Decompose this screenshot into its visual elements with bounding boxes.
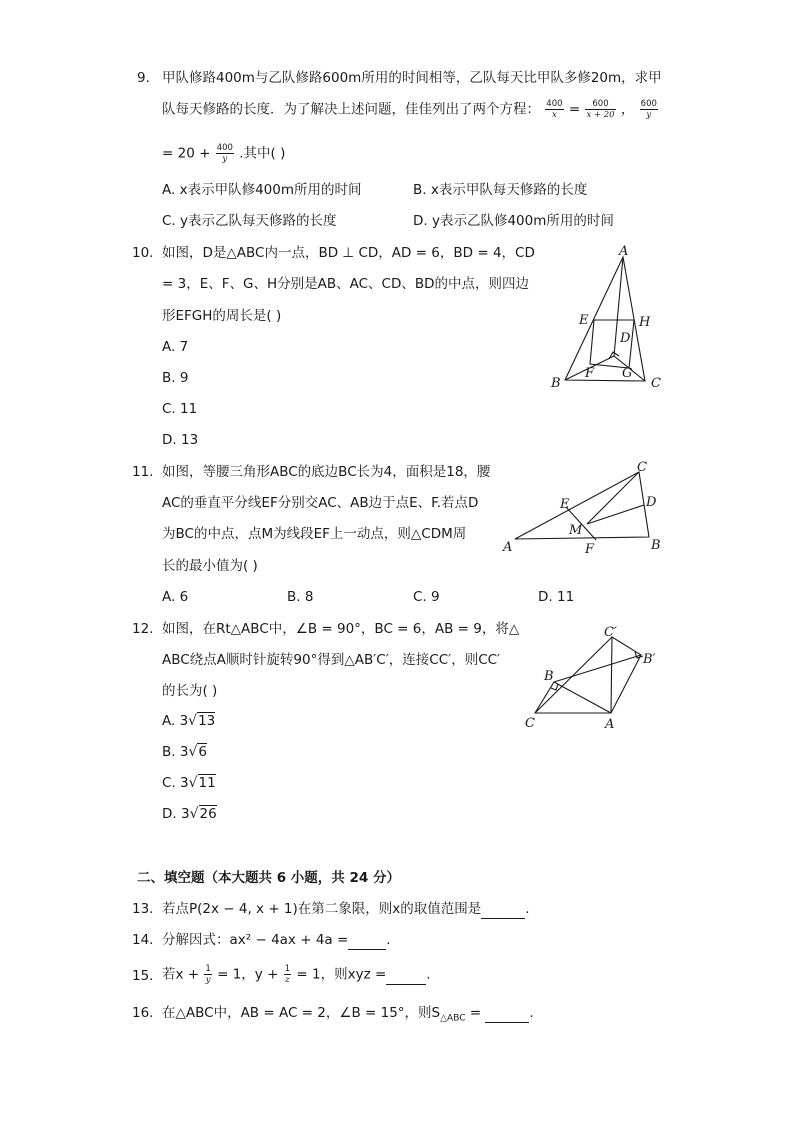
q11-label-c: C	[637, 460, 647, 475]
q11-line1: 如图，等腰三角形ABC的底边BC长为4，面积是18，腰	[162, 464, 491, 480]
q10-label-h: H	[639, 315, 651, 330]
q14-text: 分解因式：ax² − 4ax + 4a =	[162, 932, 349, 948]
q11-line2: AC的垂直平分线EF分别交AC、AB边于点E、F.若点D	[162, 495, 479, 511]
q9-f2-denominator: x + 20	[586, 110, 615, 120]
section-2-title: 二、填空题（本大题共 6 小题，共 24 分）	[137, 870, 400, 886]
q12-option-b-coef: B. 3	[162, 744, 189, 760]
q13-answer-blank[interactable]	[481, 900, 525, 919]
q12-option-c-radical: √	[188, 775, 198, 791]
q12-triangle-ab-prime-c-prime	[611, 637, 641, 713]
q9-line3	[162, 143, 285, 164]
q10-label-d: D	[620, 331, 631, 346]
q11-option-a[interactable]: A. 6	[162, 589, 189, 605]
q15-f2-numerator: 1	[284, 964, 291, 974]
q12-option-d-radicand: 26	[199, 806, 217, 822]
q9-f4-denominator: y	[222, 154, 228, 164]
q13-text: 若点P(2x − 4, x + 1)在第二象限，则x的取值范围是	[162, 901, 482, 917]
q12-option-d[interactable]	[162, 805, 217, 823]
q16-subscript: △ABC	[440, 1013, 466, 1024]
q9-f4-numerator: 400	[216, 143, 233, 153]
q9-line3-b: .其中( )	[239, 145, 286, 162]
q10-label-g: G	[622, 366, 633, 381]
q16-text: 在△ABC中，AB = AC = 2，∠B = 15°，则S	[162, 1005, 441, 1021]
q15-f2-denominator: z	[285, 975, 290, 985]
q15-text-c: = 1，则xyz =	[296, 966, 387, 983]
q9-line2	[162, 99, 659, 120]
q10-segments-bdc	[565, 356, 645, 381]
q9-line1: 甲队修路400m与乙队修路600m所用的时间相等，乙队每天比甲队多修20m，求甲	[162, 70, 662, 86]
q16-end: .	[529, 1005, 534, 1021]
q15-end: .	[426, 966, 431, 983]
q12-option-d-coef: D. 3	[162, 806, 190, 822]
q11-segment-md	[587, 505, 644, 524]
q11-label-a: A	[503, 540, 513, 555]
q10-line3: 形EFGH的周长是( )	[162, 308, 282, 324]
q15-f1-denominator: y	[205, 975, 211, 985]
q12-option-c-radicand: 11	[198, 775, 216, 791]
q12-label-b-prime: B′	[643, 652, 656, 667]
q15-answer-blank[interactable]	[386, 966, 426, 985]
q9-fraction-2	[585, 99, 615, 120]
q12-option-c[interactable]	[162, 774, 216, 792]
q15-number: 15.	[132, 968, 154, 984]
q10-option-d[interactable]: D. 13	[162, 432, 199, 448]
q11-option-d[interactable]: D. 11	[538, 589, 575, 605]
q9-fraction-1	[545, 99, 563, 120]
q9-option-d[interactable]: D. y表示乙队修400m所用的时间	[413, 213, 614, 229]
q13-end: .	[525, 901, 530, 917]
q15-text-b: = 1，y +	[217, 966, 279, 983]
q14-number: 14.	[132, 932, 154, 948]
q12-segment-b-bprime	[554, 655, 641, 682]
q11-label-e: E	[560, 497, 570, 512]
q9-f2-numerator: 600	[585, 99, 615, 110]
q12-line3: 的长为( )	[162, 683, 218, 699]
q12-number: 12.	[132, 621, 154, 637]
q10-label-a: A	[619, 244, 629, 259]
q12-line1: 如图，在Rt△ABC中，∠B = 90°，BC = 6，AB = 9，将△	[162, 621, 520, 637]
q12-figure	[515, 618, 665, 733]
q11-segment-cm	[587, 472, 639, 524]
q12-label-b: B	[544, 669, 554, 684]
q10-option-a[interactable]: A. 7	[162, 339, 189, 355]
q11-figure	[500, 458, 670, 558]
q10-line1: 如图，D是△ABC内一点，BD ⊥ CD，AD = 6，BD = 4，CD	[162, 245, 535, 261]
q12-option-b[interactable]	[162, 743, 207, 761]
q10-number: 10.	[132, 245, 154, 261]
q12-option-a[interactable]	[162, 712, 215, 730]
q16-equals: =	[469, 1005, 482, 1021]
q9-line3-a: = 20 +	[162, 145, 211, 162]
q11-label-f: F	[585, 542, 595, 557]
q11-line3: 为BC的中点，点M为线段EF上一动点，则△CDM周	[162, 526, 467, 542]
q9-f3-numerator: 600	[640, 99, 657, 109]
q10-option-c[interactable]: C. 11	[162, 401, 198, 417]
q16-text-row	[162, 1004, 534, 1028]
q16-answer-blank[interactable]	[485, 1004, 529, 1023]
q12-option-c-coef: C. 3	[162, 775, 189, 791]
q12-line2: ABC绕点A顺时针旋转90°得到△AB′C′，连接CC′，则CC′	[162, 652, 501, 668]
q10-label-b: B	[551, 376, 561, 391]
q12-triangle-abc	[535, 682, 611, 713]
q12-option-d-radical: √	[189, 806, 199, 822]
q15-fraction-1	[204, 964, 211, 985]
q11-label-b: B	[651, 538, 661, 553]
q15-text-a: 若x +	[162, 966, 200, 983]
q9-fraction-4	[216, 143, 234, 164]
q11-option-c[interactable]: C. 9	[413, 589, 440, 605]
q11-label-m: M	[569, 523, 583, 538]
q10-label-e: E	[579, 313, 589, 328]
q10-label-f: F	[585, 366, 595, 381]
q11-option-b[interactable]: B. 8	[287, 589, 314, 605]
q12-right-angle-bprime	[635, 652, 643, 658]
q12-option-b-radical: √	[188, 744, 198, 760]
q9-equals: =	[568, 101, 581, 118]
q11-number: 11.	[132, 464, 154, 480]
q10-triangle-abc	[565, 257, 645, 381]
q9-f1-numerator: 400	[546, 99, 563, 109]
q10-figure	[540, 240, 670, 395]
q12-option-a-radicand: 13	[198, 713, 216, 729]
q12-label-a: A	[605, 717, 615, 732]
q11-line4: 长的最小值为( )	[162, 558, 258, 574]
q15-f1-numerator: 1	[205, 964, 211, 974]
q12-label-c-prime: C′	[604, 625, 617, 640]
q14-text-row	[162, 931, 391, 950]
q9-comma: ，	[620, 101, 635, 118]
q9-number: 9.	[137, 70, 150, 86]
q16-number: 16.	[132, 1005, 154, 1021]
q12-option-a-radical: √	[188, 713, 198, 729]
q9-option-a[interactable]: A. x表示甲队修400m所用的时间	[162, 182, 362, 198]
q13-number: 13.	[132, 901, 154, 917]
q9-line2-text: 队每天修路的长度．为了解决上述问题，佳佳列出了两个方程：	[162, 101, 540, 118]
q15-fraction-2	[284, 964, 291, 985]
q9-option-b[interactable]: B. x表示甲队每天修路的长度	[413, 182, 588, 198]
q9-f3-denominator: y	[646, 110, 652, 120]
q12-option-a-coef: A. 3	[162, 713, 189, 729]
q12-label-c: C	[525, 716, 535, 731]
q9-f1-denominator: x	[552, 110, 557, 120]
q12-option-b-radicand: 6	[198, 744, 207, 760]
q15-text-row	[162, 964, 431, 985]
q10-label-c: C	[651, 376, 661, 391]
q14-end: .	[386, 932, 391, 948]
q13-text-row	[162, 900, 530, 919]
q9-option-c[interactable]: C. y表示乙队每天修路的长度	[162, 213, 337, 229]
q9-fraction-3	[640, 99, 658, 120]
q10-option-b[interactable]: B. 9	[162, 370, 189, 386]
q11-label-d: D	[646, 495, 657, 510]
q14-answer-blank[interactable]	[348, 931, 386, 950]
q10-line2: = 3，E、F、G、H分别是AB、AC、CD、BD的中点，则四边	[162, 276, 529, 292]
